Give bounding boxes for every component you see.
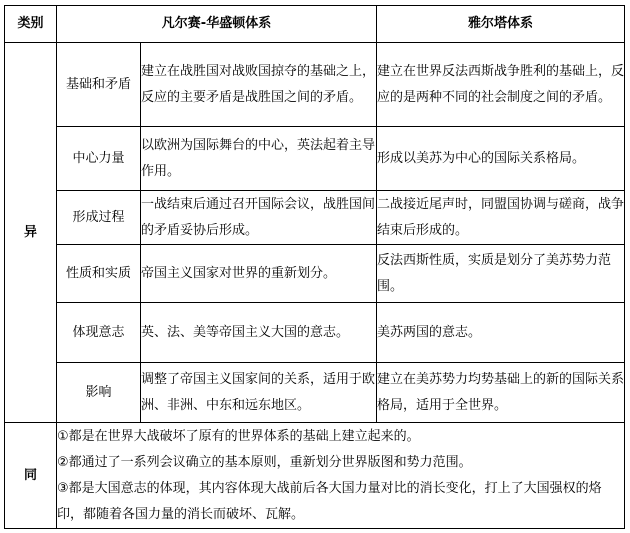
yalta-cell: 反法西斯性质，实质是划分了美苏势力范围。: [377, 245, 625, 303]
header-yalta: 雅尔塔体系: [377, 6, 625, 43]
table-row: [5, 363, 625, 423]
yalta-cell: 二战接近尾声时，同盟国协调与磋商，战争结束后形成的。: [377, 191, 625, 245]
aspect-cell: 性质和实质: [57, 245, 141, 303]
aspect-cell: 体现意志: [57, 303, 141, 363]
table-row: [5, 127, 625, 191]
same-point: ①都是在世界大战破坏了原有的世界体系的基础上建立起来的。: [57, 428, 420, 444]
yalta-cell: 形成以美苏为中心的国际关系格局。: [377, 127, 625, 191]
same-point: ②都通过了一系列会议确立的基本原则，重新划分世界版图和势力范围。: [57, 454, 472, 470]
aspect-cell: 中心力量: [57, 127, 141, 191]
same-label: 同: [5, 423, 57, 529]
header-category: 类别: [5, 6, 57, 43]
same-content: [57, 423, 625, 529]
versailles-cell: 建立在战胜国对战败国掠夺的基础之上，反应的主要矛盾是战胜国之间的矛盾。: [141, 43, 377, 127]
same-point: ③都是大国意志的体现，其内容体现大战前后各大国力量对比的消长变化，打上了大国强权的烙印，都随着各国力量的消长而破坏、瓦解。: [57, 480, 602, 522]
versailles-cell: 以欧洲为国际舞台的中心，英法起着主导作用。: [141, 127, 377, 191]
versailles-cell: 英、法、美等帝国主义大国的意志。: [141, 303, 377, 363]
yalta-cell: 建立在美苏势力均势基础上的新的国际关系格局，适用于全世界。: [377, 363, 625, 423]
aspect-cell: 形成过程: [57, 191, 141, 245]
same-row: [5, 423, 625, 529]
yalta-cell: 美苏两国的意志。: [377, 303, 625, 363]
table-row: [5, 43, 625, 127]
yalta-cell: 建立在世界反法西斯战争胜利的基础上，反应的是两种不同的社会制度之间的矛盾。: [377, 43, 625, 127]
diff-label: 异: [5, 43, 57, 423]
versailles-cell: 调整了帝国主义国家间的关系，适用于欧洲、非洲、中东和远东地区。: [141, 363, 377, 423]
table-row: [5, 303, 625, 363]
aspect-cell: 影响: [57, 363, 141, 423]
table-row: [5, 245, 625, 303]
aspect-cell: 基础和矛盾: [57, 43, 141, 127]
header-row: [5, 6, 625, 43]
versailles-cell: 一战结束后通过召开国际会议，战胜国间的矛盾妥协后形成。: [141, 191, 377, 245]
header-versailles: 凡尔赛-华盛顿体系: [57, 6, 377, 43]
comparison-table: [4, 5, 625, 529]
table-row: [5, 191, 625, 245]
versailles-cell: 帝国主义国家对世界的重新划分。: [141, 245, 377, 303]
